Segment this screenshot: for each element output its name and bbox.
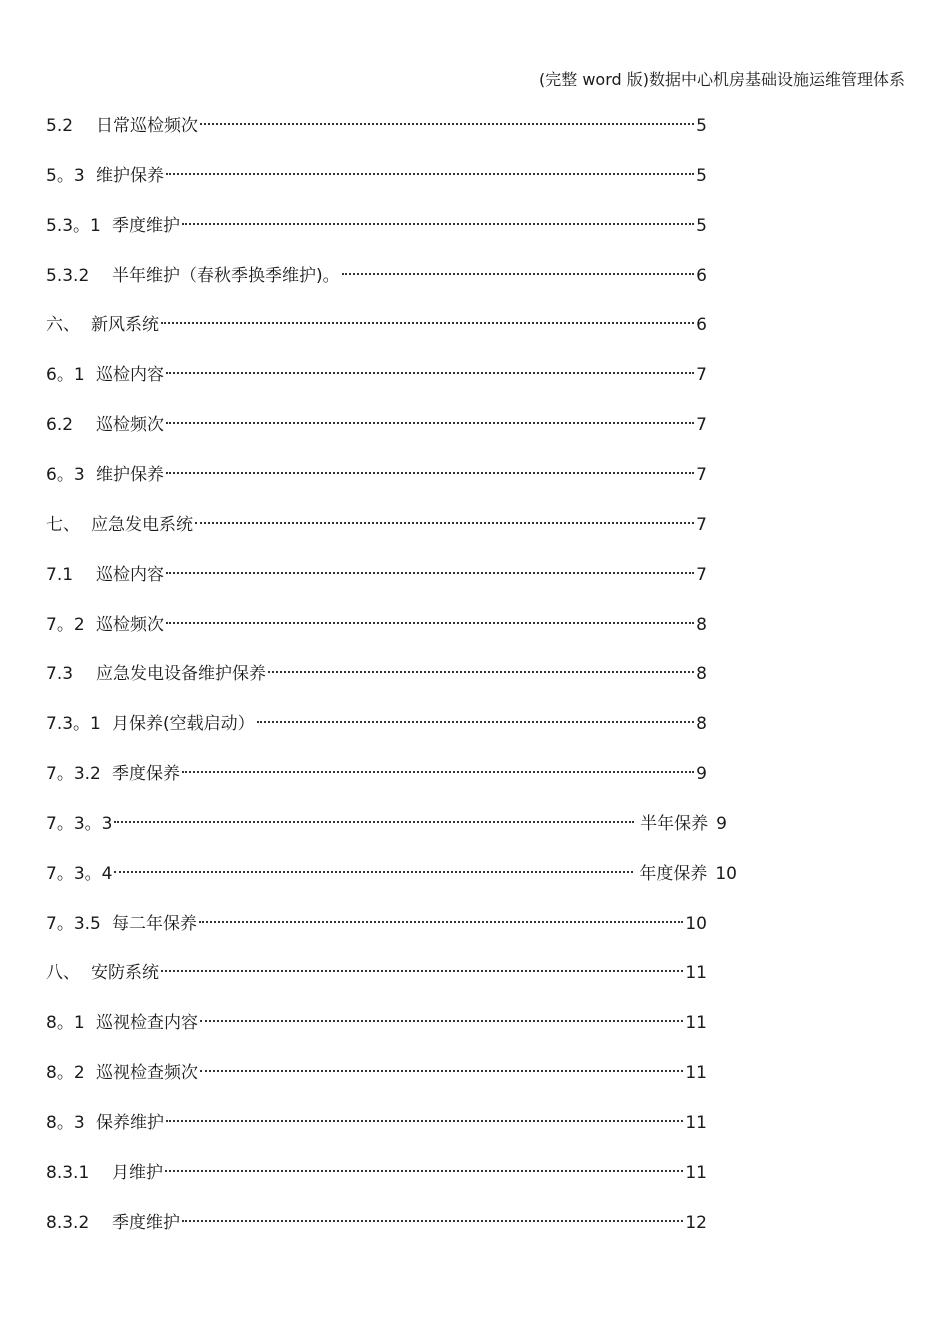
toc-entry-page: 7 bbox=[696, 565, 707, 585]
toc-entry-page: 8 bbox=[696, 664, 707, 684]
toc-entry-title: 巡视检查内容 bbox=[96, 1013, 198, 1033]
toc-entry[interactable] bbox=[46, 903, 707, 934]
toc-entry[interactable] bbox=[46, 205, 707, 236]
toc-dot-leader bbox=[268, 653, 694, 679]
toc-dot-leader bbox=[166, 155, 694, 181]
toc-dot-leader bbox=[161, 304, 694, 330]
toc-entry-page: 10 bbox=[715, 864, 737, 884]
toc-entry-title: 应急发电系统 bbox=[91, 515, 193, 535]
toc-entry-page: 9 bbox=[716, 814, 727, 834]
toc-entry[interactable] bbox=[46, 105, 707, 136]
toc-entry-number: 5。3 bbox=[46, 166, 85, 186]
toc-dot-leader bbox=[166, 554, 694, 580]
toc-entry-page: 5 bbox=[696, 116, 707, 136]
toc-dot-leader bbox=[166, 354, 694, 380]
toc-dot-leader bbox=[195, 504, 694, 530]
toc-dot-leader bbox=[166, 404, 694, 430]
toc-entry-page: 11 bbox=[685, 1063, 707, 1083]
toc-entry[interactable] bbox=[46, 1152, 707, 1183]
toc-entry-title: 年度保养 bbox=[639, 864, 708, 884]
toc-entry-number: 7。3.2 bbox=[46, 764, 101, 784]
toc-entry[interactable] bbox=[46, 703, 707, 734]
toc-dot-leader bbox=[161, 952, 683, 978]
toc-entry-page: 11 bbox=[685, 963, 707, 983]
toc-entry-page: 6 bbox=[696, 315, 707, 335]
toc-entry-title: 保养维护 bbox=[96, 1113, 164, 1133]
toc-entry-title: 日常巡检频次 bbox=[96, 116, 198, 136]
toc-entry-title: 月保养(空载启动） bbox=[112, 714, 255, 734]
toc-entry[interactable] bbox=[46, 454, 707, 485]
toc-entry-page: 12 bbox=[685, 1213, 707, 1233]
toc-entry-number: 7。2 bbox=[46, 615, 85, 635]
toc-entry-title: 每二年保养 bbox=[112, 914, 197, 934]
toc-entry-number: 7.3 bbox=[46, 664, 74, 684]
toc-entry[interactable] bbox=[46, 1002, 707, 1033]
toc-dot-leader bbox=[342, 255, 695, 281]
toc-entry[interactable] bbox=[46, 753, 707, 784]
toc-entry-number: 6。1 bbox=[46, 365, 85, 385]
toc-entry-title: 半年保养 bbox=[640, 814, 709, 834]
toc-dot-leader bbox=[182, 753, 694, 779]
toc-entry-page: 8 bbox=[696, 615, 707, 635]
toc-entry-page: 10 bbox=[685, 914, 707, 934]
toc-entry[interactable] bbox=[46, 1102, 707, 1133]
toc-entry-page: 11 bbox=[685, 1163, 707, 1183]
toc-entry[interactable] bbox=[46, 554, 707, 585]
toc-entry-number: 七、 bbox=[46, 515, 80, 535]
toc-entry-page: 7 bbox=[696, 465, 707, 485]
toc-entry-title: 巡视检查频次 bbox=[96, 1063, 198, 1083]
toc-entry[interactable] bbox=[46, 853, 737, 884]
toc-entry[interactable] bbox=[46, 653, 707, 684]
toc-entry-title: 巡检内容 bbox=[96, 365, 164, 385]
toc-entry-page: 7 bbox=[696, 415, 707, 435]
toc-dot-leader bbox=[114, 803, 634, 829]
toc-entry[interactable] bbox=[46, 1052, 707, 1083]
toc-entry-number: 7.1 bbox=[46, 565, 74, 585]
toc-entry-title: 巡检频次 bbox=[96, 615, 164, 635]
toc-entry-number: 六、 bbox=[46, 315, 80, 335]
toc-entry-title: 维护保养 bbox=[96, 465, 164, 485]
toc-dot-leader bbox=[166, 1102, 683, 1128]
toc-entry[interactable] bbox=[46, 803, 727, 834]
toc-entry[interactable] bbox=[46, 952, 707, 983]
toc-entry-number: 6。3 bbox=[46, 465, 85, 485]
toc-entry-page: 6 bbox=[696, 266, 707, 286]
toc-entry-title: 季度维护 bbox=[112, 1213, 180, 1233]
toc-dot-leader bbox=[114, 853, 633, 879]
toc-dot-leader bbox=[200, 1052, 683, 1078]
toc-entry[interactable] bbox=[46, 1202, 707, 1233]
toc-entry-page: 7 bbox=[696, 365, 707, 385]
toc-entry-number: 7。3。3 bbox=[46, 814, 113, 834]
toc-entry-number: 八、 bbox=[46, 963, 80, 983]
toc-entry-number: 8。2 bbox=[46, 1063, 85, 1083]
toc-entry-page: 5 bbox=[696, 166, 707, 186]
toc-entry[interactable] bbox=[46, 255, 707, 286]
toc-entry-number: 7。3。4 bbox=[46, 864, 113, 884]
toc-entry-page: 9 bbox=[696, 764, 707, 784]
toc-entry-page: 5 bbox=[696, 216, 707, 236]
toc-entry-title: 巡检频次 bbox=[96, 415, 164, 435]
toc-dot-leader bbox=[200, 1002, 683, 1028]
toc-entry-number: 7。3.5 bbox=[46, 914, 101, 934]
toc-entry-title: 维护保养 bbox=[96, 166, 164, 186]
toc-entry-number: 6.2 bbox=[46, 415, 74, 435]
toc-entry-number: 8.3.1 bbox=[46, 1163, 90, 1183]
toc-entry[interactable] bbox=[46, 155, 707, 186]
toc-entry-title: 应急发电设备维护保养 bbox=[96, 664, 266, 684]
toc-entry-number: 5.3.2 bbox=[46, 266, 90, 286]
toc-dot-leader bbox=[166, 454, 694, 480]
toc-entry-page: 11 bbox=[685, 1013, 707, 1033]
toc-entry-title: 巡检内容 bbox=[96, 565, 164, 585]
toc-dot-leader bbox=[200, 105, 694, 131]
toc-dot-leader bbox=[199, 903, 683, 929]
toc-dot-leader bbox=[165, 1152, 683, 1178]
toc-entry-number: 8。1 bbox=[46, 1013, 85, 1033]
toc-entry[interactable] bbox=[46, 504, 707, 535]
toc-entry-title: 季度保养 bbox=[112, 764, 180, 784]
toc-entry[interactable] bbox=[46, 604, 707, 635]
running-header: (完整 word 版)数据中心机房基础设施运维管理体系 bbox=[539, 70, 905, 89]
toc-entry[interactable] bbox=[46, 354, 707, 385]
toc-entry-number: 5.2 bbox=[46, 116, 74, 136]
toc-entry-title: 新风系统 bbox=[91, 315, 159, 335]
toc-entry-number: 8。3 bbox=[46, 1113, 85, 1133]
toc-entry-number: 5.3。1 bbox=[46, 216, 101, 236]
toc-entry-page: 7 bbox=[696, 515, 707, 535]
toc-entry-title: 季度维护 bbox=[112, 216, 180, 236]
toc-dot-leader bbox=[182, 205, 694, 231]
toc-dot-leader bbox=[257, 703, 695, 729]
toc-entry-page: 8 bbox=[696, 714, 707, 734]
toc-entry-title: 月维护 bbox=[112, 1163, 163, 1183]
toc-entry-number: 8.3.2 bbox=[46, 1213, 90, 1233]
toc-entry[interactable] bbox=[46, 404, 707, 435]
toc-dot-leader bbox=[166, 604, 694, 630]
toc-entry-page: 11 bbox=[685, 1113, 707, 1133]
toc-entry[interactable] bbox=[46, 304, 707, 335]
toc-dot-leader bbox=[182, 1202, 683, 1228]
toc-entry-title: 安防系统 bbox=[91, 963, 159, 983]
toc-entry-number: 7.3。1 bbox=[46, 714, 101, 734]
toc-entry-title: 半年维护（春秋季换季维护)。 bbox=[112, 266, 340, 286]
